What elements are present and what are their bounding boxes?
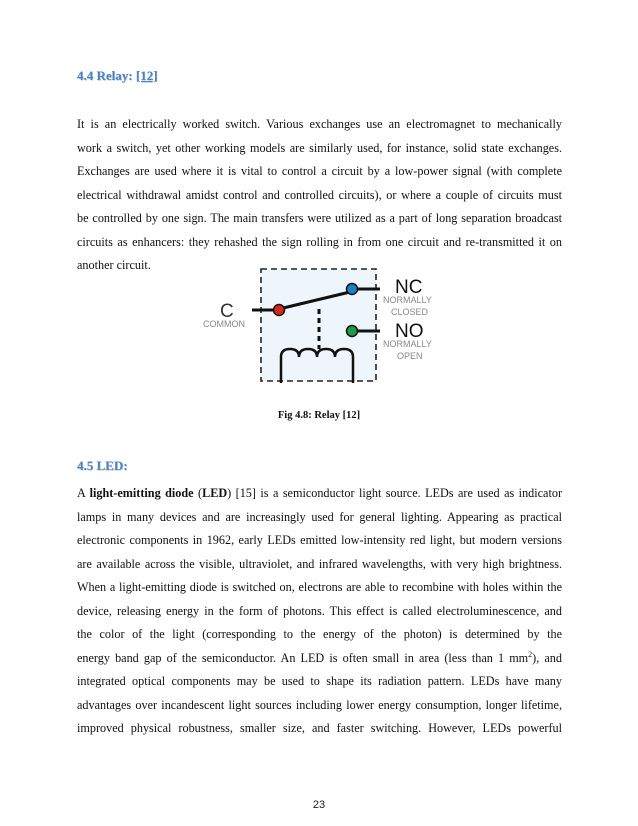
label-c: C: [220, 301, 234, 322]
paragraph-line: circuits as enhancers: they rehashed the sign rolling in from one circuit and re-transmitted it on: [77, 234, 562, 249]
paragraph-line: lamps in many devices and are increasingly used for general lighting. Appearing as practical: [77, 509, 562, 524]
label-no: NO: [395, 321, 424, 342]
relay-paragraph: [77, 113, 562, 278]
label-nc-closed: CLOSED: [391, 307, 429, 317]
label-no-open: OPEN: [397, 351, 423, 361]
paragraph-line: electronic components in 1962, early LEDs emitted low-intensity red light, but modern versions: [77, 533, 562, 547]
paragraph-line: work a switch, yet other working models are similarly used, for instance, solid state exchanges.: [77, 140, 562, 155]
paragraph-line: [77, 647, 562, 671]
line-text: energy band gap of the semiconductor. An LED is often small in area (less than 1 mm: [77, 650, 529, 665]
relay-heading: [77, 68, 158, 84]
bold-term-light-emitting-diode: light-emitting diode: [89, 486, 194, 500]
line-text: A: [77, 486, 90, 500]
page-number: 23: [312, 799, 326, 811]
paragraph-line: another circuit.: [77, 258, 151, 272]
relay-heading-title: 4.4 Relay:: [77, 68, 133, 83]
paragraph-line: electrical withdrawal amidst control and controlled circuits), or where a couple of circuits must: [77, 187, 562, 202]
paragraph-line: the color of the light (corresponding to the energy of the photon) is determined by the: [77, 627, 562, 641]
line-text: ), and: [532, 650, 562, 665]
paragraph-line: [77, 482, 562, 506]
label-common: COMMON: [203, 319, 245, 329]
paragraph-line: integrated optical components may be used to shape its radiation pattern. LEDs have many: [77, 674, 562, 688]
paragraph-line: Exchanges are used where it is vital to control a circuit by a low-power signal (with complete: [77, 164, 562, 178]
paragraph-line: be controlled by one sign. The main transfers were utilized as a part of long separation broadcast: [77, 211, 562, 225]
paragraph-line: When a light-emitting diode is switched on, electrons are able to recombine with holes within the: [77, 580, 562, 594]
relay-diagram: [195, 265, 455, 390]
label-no-normally: NORMALLY: [383, 339, 432, 349]
paragraph-line: device, releasing energy in the form of photons. This effect is called electroluminescence, and: [77, 603, 562, 618]
bold-term-led: LED: [202, 486, 228, 500]
common-terminal-dot: [274, 305, 285, 316]
superscript: 2: [528, 649, 533, 659]
nc-terminal-dot: [347, 284, 358, 295]
relay-heading-ref: [12]: [135, 68, 158, 83]
led-paragraph: [77, 482, 562, 741]
line-text: ) [15] is a semiconductor light source. LEDs are used as indicator: [227, 486, 562, 500]
paragraph-line: It is an electrically worked switch. Various exchanges use an electromagnet to mechanically: [77, 117, 562, 131]
label-nc-normally: NORMALLY: [383, 295, 432, 305]
label-nc: NC: [395, 277, 423, 298]
paragraph-line: are available across the visible, ultraviolet, and infrared wavelengths, with very high brightness.: [77, 556, 562, 571]
paragraph-line: improved physical robustness, smaller size, and faster switching. However, LEDs powerful: [77, 721, 562, 735]
led-heading: 4.5 LED:: [77, 458, 128, 473]
no-terminal-dot: [347, 326, 358, 337]
line-text: (: [193, 486, 203, 500]
relay-housing-box: [261, 269, 376, 381]
paragraph-line: advantages over incandescent light sources including lower energy consumption, longer lifetime,: [77, 697, 562, 712]
figure-caption: Fig 4.8: Relay [12]: [277, 410, 361, 421]
